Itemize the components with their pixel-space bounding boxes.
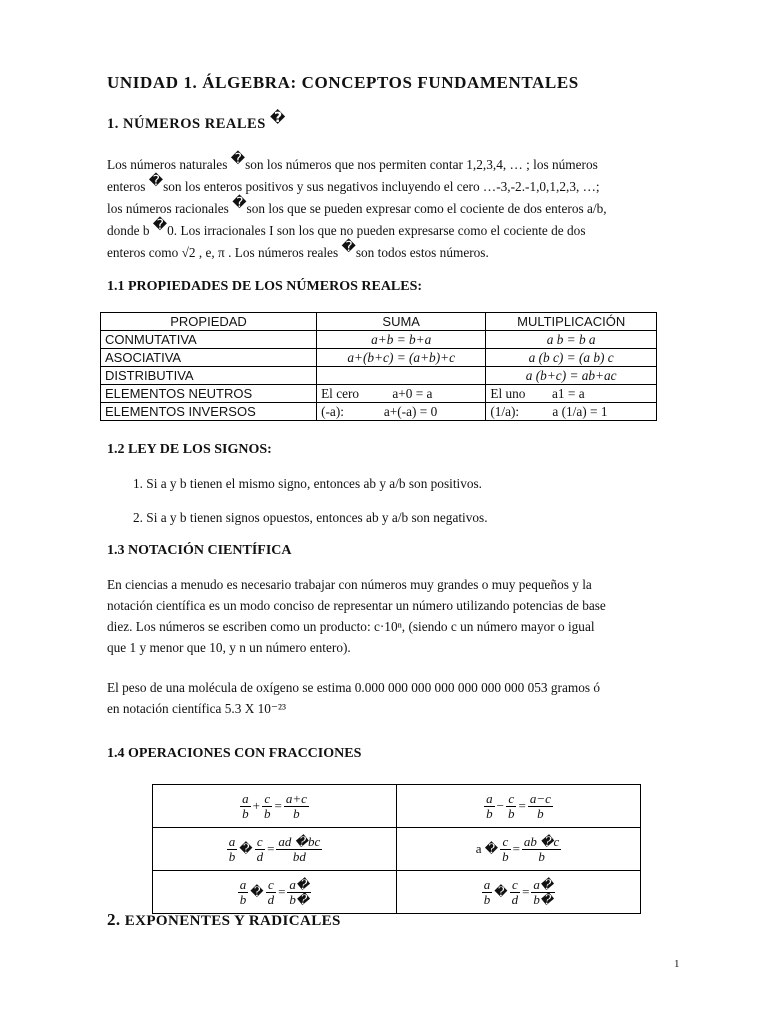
notacion-paragraph <box>107 574 652 658</box>
table-cell: DISTRIBUTIVA <box>101 367 317 385</box>
table-cell: El cero a+0 = a <box>317 385 486 403</box>
table-cell: CONMUTATIVA <box>101 331 317 349</box>
table-cell <box>397 871 641 914</box>
section-heading-numeros-reales: 1. NÚMEROS REALES � <box>107 110 286 132</box>
list-item: 1. Si a y b tienen el mismo signo, entonces ab y a/b son positivos. <box>133 476 483 491</box>
paragraph-line: diez. Los números se escriben como un producto: c·10ⁿ, (siendo c un número mayor o igual <box>107 619 595 634</box>
paragraph-line: enteros como √2 , e, π . Los números reales �son todos estos números. <box>107 239 489 260</box>
table-cell: (-a): a+(-a) = 0 <box>317 403 486 421</box>
table-row <box>101 349 657 367</box>
paragraph-line: En ciencias a menudo es necesario trabajar con números muy grandes o muy pequeños y la <box>107 577 592 592</box>
table-cell: El uno a1 = a <box>486 385 657 403</box>
section-heading-ley-signos: 1.2 LEY DE LOS SIGNOS: <box>107 442 272 457</box>
table-cell: ELEMENTOS INVERSOS <box>101 403 317 421</box>
table-row <box>101 403 657 421</box>
table-cell <box>153 871 397 914</box>
table-row <box>153 828 641 871</box>
paragraph-line: notación científica es un modo conciso de representar un número utilizando potencias de base <box>107 598 606 613</box>
table-cell: a+(b+c) = (a+b)+c <box>317 349 486 367</box>
table-row <box>101 331 657 349</box>
table-cell <box>317 367 486 385</box>
page-number: 1 <box>674 958 680 970</box>
table-header: SUMA <box>317 313 486 331</box>
list-item: 2. Si a y b tienen signos opuestos, entonces ab y a/b son negativos. <box>133 510 488 525</box>
table-cell: ASOCIATIVA <box>101 349 317 367</box>
fraction-formula: $\frac{a}{b}$ � $\frac{c}{d}$ = $\frac{a�}{b�}$ <box>239 876 310 907</box>
fraction-formula: a � $\frac{c}{b}$ = $\frac{ab �c}{b}$ <box>475 833 560 864</box>
table-header: PROPIEDAD <box>101 313 317 331</box>
missing-glyph-icon: � <box>152 217 168 233</box>
table-header-row <box>101 313 657 331</box>
table-cell: ELEMENTOS NEUTROS <box>101 385 317 403</box>
fractions-table <box>152 784 641 914</box>
section-heading-propiedades: 1.1 PROPIEDADES DE LOS NÚMEROS REALES: <box>107 279 423 294</box>
paragraph-line: enteros �son los enteros positivos y sus negativos incluyendo el cero …-3,-2.-1,0,1,2,3, …; <box>107 173 600 194</box>
properties-table <box>100 312 657 421</box>
paragraph-line: los números racionales �son los que se pueden expresar como el cociente de dos enteros a/b, <box>107 195 607 216</box>
table-cell: a b = b a <box>486 331 657 349</box>
missing-glyph-icon: � <box>148 173 164 189</box>
fraction-formula: $\frac{a}{b}$ + $\frac{c}{b}$ = $\frac{a+c}{b}$ <box>242 790 307 821</box>
table-cell <box>153 785 397 828</box>
fraction-formula: $\frac{a}{b}$ � $\frac{c}{d}$ = $\frac{a�}{b�}$ <box>483 876 554 907</box>
paragraph-line: El peso de una molécula de oxígeno se estima 0.000 000 000 000 000 000 000 053 gramos ó <box>107 680 601 695</box>
oxigeno-paragraph <box>107 677 652 719</box>
page-title: UNIDAD 1. ÁLGEBRA: CONCEPTOS FUNDAMENTALES <box>107 73 579 92</box>
table-row <box>101 385 657 403</box>
table-header: MULTIPLICACIÓN <box>486 313 657 331</box>
table-cell: (1/a): a (1/a) = 1 <box>486 403 657 421</box>
table-cell <box>397 828 641 871</box>
table-cell: a (b+c) = ab+ac <box>486 367 657 385</box>
fraction-formula: $\frac{a}{b}$ − $\frac{c}{b}$ = $\frac{a-c}{b}$ <box>486 790 551 821</box>
section-heading-exponentes: 2. EXPONENTES Y RADICALES <box>107 910 341 929</box>
table-cell: a+b = b+a <box>317 331 486 349</box>
missing-glyph-icon: � <box>232 195 247 211</box>
fraction-formula: $\frac{a}{b}$ � $\frac{c}{d}$ = $\frac{ad �bc}{bd}$ <box>228 833 321 864</box>
table-row <box>101 367 657 385</box>
table-cell: a (b c) = (a b) c <box>486 349 657 367</box>
missing-glyph-icon: � <box>341 239 356 255</box>
section-heading-fracciones: 1.4 OPERACIONES CON FRACCIONES <box>107 746 362 761</box>
missing-glyph-icon: � <box>230 151 246 167</box>
paragraph-line: Los números naturales �son los números que nos permiten contar 1,2,3,4, … ; los números <box>107 151 598 172</box>
paragraph-line: en notación científica 5.3 X 10⁻²³ <box>107 701 286 716</box>
numeros-reales-paragraph <box>107 151 652 264</box>
table-cell <box>397 785 641 828</box>
missing-glyph-icon: � <box>269 110 286 126</box>
table-cell <box>153 828 397 871</box>
paragraph-line: que 1 y menor que 10, y n un número entero). <box>107 640 351 655</box>
table-row <box>153 785 641 828</box>
paragraph-line: donde b �0. Los irracionales I son los que no pueden expresarse como el cociente de dos <box>107 217 586 238</box>
table-row <box>153 871 641 914</box>
section-heading-notacion-cientifica: 1.3 NOTACIÓN CIENTÍFICA <box>107 543 292 558</box>
